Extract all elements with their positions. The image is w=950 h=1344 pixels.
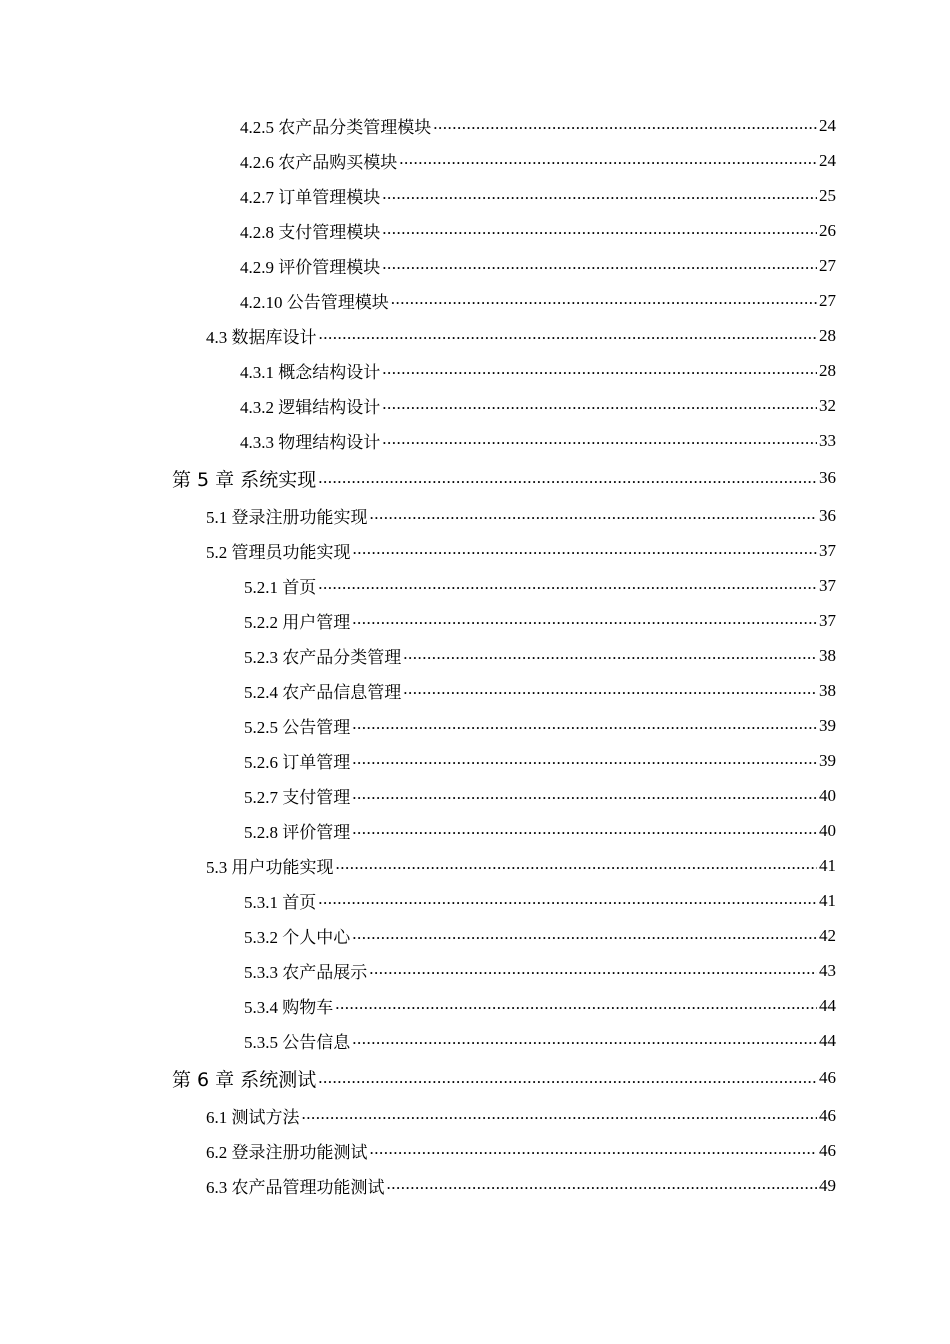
dot-leader [403, 680, 817, 700]
toc-entry-title: 5.2.1 首页 [244, 578, 317, 597]
toc-page-number: 44 [819, 1030, 836, 1050]
toc-page-number: 37 [819, 575, 836, 595]
toc-entry[interactable] [0, 1098, 950, 1133]
toc-entry-title: 5.3 用户功能实现 [206, 858, 334, 877]
toc-entry-title: 4.2.5 农产品分类管理模块 [240, 118, 432, 137]
dot-leader [352, 820, 817, 840]
toc-entry[interactable] [0, 673, 950, 708]
toc-chapter-entry[interactable] [0, 1058, 950, 1098]
toc-entry-title: 6.2 登录注册功能测试 [206, 1143, 368, 1162]
toc-entry-title: 5.2 管理员功能实现 [206, 543, 351, 562]
toc-page-number: 25 [819, 185, 836, 205]
toc-entry[interactable] [0, 533, 950, 568]
dot-leader [352, 785, 817, 805]
toc-entry[interactable] [0, 988, 950, 1023]
toc-entry-title: 4.2.8 支付管理模块 [240, 223, 381, 242]
toc-page-number: 46 [819, 1105, 836, 1125]
toc-page-number: 26 [819, 220, 836, 240]
toc-entry[interactable] [0, 178, 950, 213]
toc-entry-title: 第 5 章 系统实现 [172, 468, 317, 491]
toc-entry-title: 6.3 农产品管理功能测试 [206, 1178, 385, 1197]
toc-page-number: 46 [819, 1140, 836, 1160]
toc-entry[interactable] [0, 388, 950, 423]
toc-page-number: 27 [819, 290, 836, 310]
toc-entry-title: 5.3.2 个人中心 [244, 928, 351, 947]
toc-page-number: 44 [819, 995, 836, 1015]
table-of-contents [0, 108, 950, 1203]
toc-page-number: 40 [819, 820, 836, 840]
toc-page-number: 39 [819, 715, 836, 735]
toc-entry[interactable] [0, 603, 950, 638]
dot-leader [387, 1175, 818, 1195]
toc-page-number: 24 [819, 150, 836, 170]
toc-page-number: 42 [819, 925, 836, 945]
dot-leader [382, 185, 817, 205]
toc-entry-title: 5.2.5 公告管理 [244, 718, 351, 737]
dot-leader [352, 610, 817, 630]
toc-entry-title: 5.3.5 公告信息 [244, 1033, 351, 1052]
toc-entry[interactable] [0, 143, 950, 178]
toc-page-number: 36 [819, 468, 836, 487]
toc-entry-title: 5.1 登录注册功能实现 [206, 508, 368, 527]
toc-entry-title: 4.2.9 评价管理模块 [240, 258, 381, 277]
dot-leader [352, 750, 817, 770]
toc-page-number: 36 [819, 505, 836, 525]
toc-entry-title: 5.2.4 农产品信息管理 [244, 683, 402, 702]
toc-entry-title: 5.3.1 首页 [244, 893, 317, 912]
toc-entry-title: 5.2.6 订单管理 [244, 753, 351, 772]
dot-leader [319, 325, 818, 345]
toc-page-number: 43 [819, 960, 836, 980]
dot-leader [318, 467, 817, 490]
dot-leader [382, 220, 817, 240]
dot-leader [318, 575, 817, 595]
dot-leader [336, 855, 818, 875]
toc-page-number: 28 [819, 325, 836, 345]
toc-entry-title: 第 6 章 系统测试 [172, 1068, 317, 1091]
toc-entry[interactable] [0, 743, 950, 778]
toc-page-number: 32 [819, 395, 836, 415]
toc-chapter-entry[interactable] [0, 458, 950, 498]
dot-leader [382, 360, 817, 380]
toc-entry-title: 4.3.2 逻辑结构设计 [240, 398, 381, 417]
toc-entry-title: 5.2.3 农产品分类管理 [244, 648, 402, 667]
toc-page-number: 41 [819, 855, 836, 875]
toc-entry-title: 5.2.2 用户管理 [244, 613, 351, 632]
dot-leader [433, 115, 817, 135]
toc-entry[interactable] [0, 883, 950, 918]
toc-entry[interactable] [0, 1133, 950, 1168]
toc-entry[interactable] [0, 708, 950, 743]
dot-leader [403, 645, 817, 665]
toc-entry-title: 4.3.1 概念结构设计 [240, 363, 381, 382]
toc-entry[interactable] [0, 848, 950, 883]
toc-entry[interactable] [0, 918, 950, 953]
toc-entry-title: 6.1 测试方法 [206, 1108, 300, 1127]
toc-page-number: 33 [819, 430, 836, 450]
toc-entry[interactable] [0, 953, 950, 988]
toc-entry[interactable] [0, 248, 950, 283]
dot-leader [318, 890, 817, 910]
toc-entry[interactable] [0, 813, 950, 848]
toc-entry-title: 4.3 数据库设计 [206, 328, 317, 347]
toc-entry[interactable] [0, 353, 950, 388]
toc-entry-title: 4.2.7 订单管理模块 [240, 188, 381, 207]
dot-leader [352, 1030, 817, 1050]
dot-leader [370, 505, 818, 525]
dot-leader [399, 150, 817, 170]
toc-page-number: 24 [819, 115, 836, 135]
toc-page-number: 38 [819, 645, 836, 665]
toc-entry[interactable] [0, 423, 950, 458]
dot-leader [353, 540, 818, 560]
toc-page-number: 49 [819, 1175, 836, 1195]
toc-entry[interactable] [0, 498, 950, 533]
toc-page-number: 28 [819, 360, 836, 380]
toc-entry-title: 4.3.3 物理结构设计 [240, 433, 381, 452]
dot-leader [382, 430, 817, 450]
toc-entry[interactable] [0, 108, 950, 143]
toc-entry[interactable] [0, 213, 950, 248]
toc-page-number: 37 [819, 540, 836, 560]
toc-page-number: 39 [819, 750, 836, 770]
toc-entry-title: 4.2.6 农产品购买模块 [240, 153, 398, 172]
dot-leader [370, 1140, 818, 1160]
dot-leader [352, 715, 817, 735]
dot-leader [391, 290, 817, 310]
dot-leader [382, 395, 817, 415]
dot-leader [352, 925, 817, 945]
toc-entry-title: 5.3.3 农产品展示 [244, 963, 368, 982]
toc-page-number: 27 [819, 255, 836, 275]
toc-entry-title: 5.2.7 支付管理 [244, 788, 351, 807]
toc-entry[interactable] [0, 638, 950, 673]
dot-leader [369, 960, 817, 980]
toc-entry[interactable] [0, 318, 950, 353]
toc-page-number: 40 [819, 785, 836, 805]
toc-entry[interactable] [0, 1168, 950, 1203]
toc-entry[interactable] [0, 283, 950, 318]
toc-entry-title: 5.2.8 评价管理 [244, 823, 351, 842]
toc-page-number: 38 [819, 680, 836, 700]
toc-entry[interactable] [0, 568, 950, 603]
toc-entry-title: 5.3.4 购物车 [244, 998, 334, 1017]
dot-leader [318, 1067, 817, 1090]
toc-page-number: 41 [819, 890, 836, 910]
toc-entry[interactable] [0, 778, 950, 813]
toc-entry[interactable] [0, 1023, 950, 1058]
dot-leader [382, 255, 817, 275]
toc-page-number: 46 [819, 1068, 836, 1087]
dot-leader [302, 1105, 818, 1125]
toc-page-number: 37 [819, 610, 836, 630]
toc-entry-title: 4.2.10 公告管理模块 [240, 293, 389, 312]
dot-leader [335, 995, 817, 1015]
